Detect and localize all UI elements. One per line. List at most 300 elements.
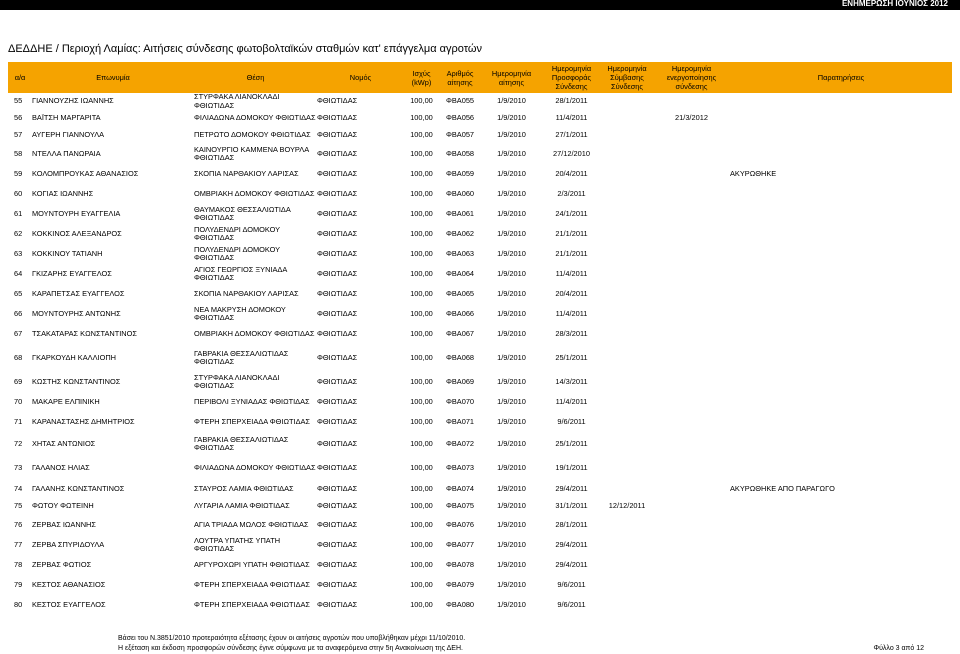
- cell-app-number: ΦΒΑ070: [445, 396, 475, 406]
- cell-activation-date: [653, 127, 730, 144]
- cell-app-date: 1/9/2010: [497, 308, 526, 318]
- cell-notes: [730, 204, 952, 224]
- cell-activation-date: [653, 432, 730, 456]
- cell-offer-date: 11/4/2011: [555, 113, 588, 123]
- cell-prefecture: ΦΘΙΩΤΙΔΑΣ: [317, 113, 358, 123]
- cell-activation-date: [653, 498, 730, 515]
- cell-prefecture: ΦΘΙΩΤΙΔΑΣ: [317, 288, 358, 298]
- cell-name: ΖΕΡΒΑΣ ΦΩΤΙΟΣ: [32, 559, 92, 569]
- cell-app-date: 1/9/2010: [497, 113, 526, 123]
- cell-prefecture: ΦΘΙΩΤΙΔΑΣ: [317, 268, 358, 278]
- cell-aa: 73: [14, 463, 23, 473]
- cell-app-date: 1/9/2010: [497, 328, 526, 338]
- cell-activation-date: [653, 392, 730, 412]
- cell-aa: 62: [14, 228, 23, 238]
- cell-prefecture: ΦΘΙΩΤΙΔΑΣ: [317, 96, 358, 106]
- cell-app-date: 1/9/2010: [497, 438, 526, 448]
- cell-app-number: ΦΒΑ058: [445, 148, 475, 158]
- cell-location: ΓΑΒΡΑΚΙΑ ΘΕΣΣΑΛΙΩΤΙΔΑΣ ΦΘΙΩΤΙΔΑΣ: [194, 434, 289, 452]
- cell-power: 100,00: [410, 559, 433, 569]
- cell-power: 100,00: [410, 416, 433, 426]
- cell-offer-date: 31/1/2011: [555, 501, 588, 511]
- cell-notes: [730, 110, 952, 127]
- cell-offer-date: 9/6/2011: [557, 416, 586, 426]
- cell-aa: 79: [14, 579, 23, 589]
- cell-app-date: 1/9/2010: [497, 416, 526, 426]
- cell-offer-date: 19/1/2011: [555, 463, 588, 473]
- cell-offer-date: 14/3/2011: [555, 376, 588, 386]
- cell-power: 100,00: [410, 96, 433, 106]
- cell-notes: [730, 595, 952, 615]
- cell-prefecture: ΦΘΙΩΤΙΔΑΣ: [317, 188, 358, 198]
- cell-name: ΚΟΛΟΜΠΡΟΥΚΑΣ ΑΘΑΝΑΣΙΟΣ: [32, 168, 139, 178]
- cell-activation-date: [653, 456, 730, 481]
- cell-notes: [730, 324, 952, 344]
- cell-location: ΘΑΥΜΑΚΟΣ ΘΕΣΣΑΛΙΩΤΙΔΑ ΦΘΙΩΤΙΔΑΣ: [194, 204, 291, 222]
- col-header-power: Ισχύς (kWp): [404, 62, 439, 93]
- table-row: [8, 372, 952, 392]
- cell-offer-date: 27/1/2011: [555, 130, 588, 140]
- table-row: [8, 498, 952, 515]
- cell-name: ΧΗΤΑΣ ΑΝΤΩΝΙΟΣ: [32, 438, 96, 448]
- cell-activation-date: [653, 244, 730, 264]
- cell-app-number: ΦΒΑ069: [445, 376, 475, 386]
- cell-app-date: 1/9/2010: [497, 288, 526, 298]
- cell-app-number: ΦΒΑ059: [445, 168, 475, 178]
- cell-notes: [730, 184, 952, 204]
- cell-name: ΓΚΙΖΑΡΗΣ ΕΥΑΓΓΕΛΟΣ: [32, 268, 112, 278]
- cell-contract-date: [601, 127, 653, 144]
- cell-prefecture: ΦΘΙΩΤΙΔΑΣ: [317, 579, 358, 589]
- cell-power: 100,00: [410, 484, 433, 494]
- cell-location: ΠΕΤΡΩΤΟ ΔΟΜΟΚΟΥ ΦΘΙΩΤΙΔΑΣ: [194, 130, 311, 140]
- cell-offer-date: 9/6/2011: [557, 599, 586, 609]
- cell-power: 100,00: [410, 501, 433, 511]
- cell-location: ΛΟΥΤΡΑ ΥΠΑΤΗΣ ΥΠΑΤΗ ΦΘΙΩΤΙΔΑΣ: [194, 535, 281, 553]
- cell-name: ΜΟΥΝΤΟΥΡΗ ΕΥΑΓΓΕΛΙΑ: [32, 208, 121, 218]
- cell-aa: 60: [14, 188, 23, 198]
- footer-note-1: Βάσει του Ν.3851/2010 προτεραιότητα εξέτασης έχουν οι αιτήσεις αγροτών που υποβλήθηκαν μέχρι 11/10/2010.: [118, 635, 466, 642]
- cell-name: ΚΩΣΤΗΣ ΚΩΝΣΤΑΝΤΙΝΟΣ: [32, 376, 121, 386]
- cell-app-date: 1/9/2010: [497, 96, 526, 106]
- table-row: [8, 164, 952, 184]
- cell-prefecture: ΦΘΙΩΤΙΔΑΣ: [317, 208, 358, 218]
- cell-app-date: 1/9/2010: [497, 463, 526, 473]
- cell-activation-date: [653, 595, 730, 615]
- cell-name: ΖΕΡΒΑ ΣΠΥΡΙΔΟΥΛΑ: [32, 539, 105, 549]
- page-title: ΔΕΔΔΗΕ / Περιοχή Λαμίας: Αιτήσεις σύνδεσης φωτοβολταϊκών σταθμών κατ' επάγγελμα αγροτών: [8, 43, 483, 55]
- col-header-location: Θέση: [194, 62, 317, 93]
- col-header-app-number: Αριθμός αίτησης: [439, 62, 481, 93]
- col-header-contract-date: Ημερομηνία Σύμβασης Σύνδεσης: [601, 62, 653, 93]
- cell-aa: 76: [14, 519, 23, 529]
- cell-notes: [730, 372, 952, 392]
- header-band: [0, 0, 960, 10]
- table-row: [8, 264, 952, 284]
- cell-contract-date: [601, 575, 653, 595]
- cell-location: ΣΚΟΠΙΑ ΝΑΡΘΑΚΙΟΥ ΛΑΡΙΣΑΣ: [194, 288, 299, 298]
- cell-notes: [730, 412, 952, 432]
- cell-contract-date: [601, 224, 653, 244]
- cell-activation-date: [653, 412, 730, 432]
- cell-aa: 55: [14, 96, 23, 106]
- cell-name: ΚΕΣΤΟΣ ΑΘΑΝΑΣΙΟΣ: [32, 579, 106, 589]
- table-row: [8, 110, 952, 127]
- cell-contract-date: [601, 515, 653, 535]
- cell-offer-date: 21/1/2011: [555, 228, 588, 238]
- applications-table: [8, 62, 952, 615]
- cell-prefecture: ΦΘΙΩΤΙΔΑΣ: [317, 148, 358, 158]
- cell-aa: 69: [14, 376, 23, 386]
- cell-app-date: 1/9/2010: [497, 168, 526, 178]
- cell-prefecture: ΦΘΙΩΤΙΔΑΣ: [317, 519, 358, 529]
- cell-contract-date: [601, 481, 653, 498]
- cell-contract-date: [601, 372, 653, 392]
- cell-app-date: 1/9/2010: [497, 501, 526, 511]
- col-header-name: Επωνυμία: [32, 62, 194, 93]
- cell-aa: 63: [14, 248, 23, 258]
- cell-power: 100,00: [410, 463, 433, 473]
- cell-app-date: 1/9/2010: [497, 248, 526, 258]
- cell-contract-date: [601, 110, 653, 127]
- cell-contract-date: [601, 184, 653, 204]
- cell-app-date: 1/9/2010: [497, 352, 526, 362]
- table-row: [8, 412, 952, 432]
- cell-power: 100,00: [410, 376, 433, 386]
- cell-app-number: ΦΒΑ076: [445, 519, 475, 529]
- cell-name: ΦΩΤΟΥ ΦΩΤΕΙΝΗ: [32, 501, 94, 511]
- cell-aa: 77: [14, 539, 23, 549]
- table-row: [8, 344, 952, 372]
- cell-app-date: 1/9/2010: [497, 484, 526, 494]
- cell-contract-date: [601, 432, 653, 456]
- cell-location: ΣΤΥΡΦΑΚΑ ΛΙΑΝΟΚΛΑΔΙ ΦΘΙΩΤΙΔΑΣ: [194, 93, 280, 110]
- cell-contract-date: [601, 344, 653, 372]
- cell-location: ΣΤΥΡΦΑΚΑ ΛΙΑΝΟΚΛΑΔΙ ΦΘΙΩΤΙΔΑΣ: [194, 372, 280, 390]
- cell-location: ΦΤΕΡΗ ΣΠΕΡΧΕΙΑΔΑ ΦΘΙΩΤΙΔΑΣ: [194, 599, 311, 609]
- col-header-prefecture: Νομός: [317, 62, 404, 93]
- cell-app-number: ΦΒΑ079: [445, 579, 475, 589]
- cell-prefecture: ΦΘΙΩΤΙΔΑΣ: [317, 308, 358, 318]
- cell-activation-date: [653, 324, 730, 344]
- cell-contract-date: [601, 555, 653, 575]
- cell-name: ΖΕΡΒΑΣ ΙΩΑΝΝΗΣ: [32, 519, 96, 529]
- cell-aa: 75: [14, 501, 23, 511]
- cell-app-date: 1/9/2010: [497, 559, 526, 569]
- cell-app-number: ΦΒΑ067: [445, 328, 475, 338]
- cell-activation-date: [653, 264, 730, 284]
- cell-app-date: 1/9/2010: [497, 539, 526, 549]
- cell-offer-date: 11/4/2011: [555, 396, 588, 406]
- cell-name: ΚΟΚΚΙΝΟΣ ΑΛΕΞΑΝΔΡΟΣ: [32, 228, 122, 238]
- cell-offer-date: 20/4/2011: [555, 168, 588, 178]
- cell-prefecture: ΦΘΙΩΤΙΔΑΣ: [317, 599, 358, 609]
- cell-app-number: ΦΒΑ066: [445, 308, 475, 318]
- cell-app-number: ΦΒΑ062: [445, 228, 475, 238]
- cell-aa: 74: [14, 484, 23, 494]
- cell-power: 100,00: [410, 288, 433, 298]
- cell-power: 100,00: [410, 248, 433, 258]
- cell-app-number: ΦΒΑ060: [445, 188, 475, 198]
- cell-offer-date: 29/4/2011: [555, 484, 588, 494]
- cell-name: ΚΕΣΤΟΣ ΕΥΑΓΓΕΛΟΣ: [32, 599, 106, 609]
- cell-notes: ΑΚΥΡΩΘΗΚΕ ΑΠΟ ΠΑΡΑΓΩΓΟ: [730, 484, 835, 494]
- cell-activation-date: [653, 515, 730, 535]
- cell-offer-date: 11/4/2011: [555, 308, 588, 318]
- cell-activation-date: [653, 93, 730, 110]
- table-header-row: [8, 62, 952, 93]
- cell-notes: [730, 284, 952, 304]
- cell-app-number: ΦΒΑ071: [445, 416, 475, 426]
- cell-contract-date: [601, 93, 653, 110]
- cell-name: ΚΑΡΑΝΑΣΤΑΣΗΣ ΔΗΜΗΤΡΙΟΣ: [32, 416, 135, 426]
- cell-location: ΓΑΒΡΑΚΙΑ ΘΕΣΣΑΛΙΩΤΙΔΑΣ ΦΘΙΩΤΙΔΑΣ: [194, 348, 289, 366]
- col-header-notes: Παρατηρήσεις: [730, 62, 952, 93]
- cell-contract-date: [601, 304, 653, 324]
- cell-contract-date: [601, 595, 653, 615]
- cell-power: 100,00: [410, 352, 433, 362]
- cell-contract-date: [601, 392, 653, 412]
- cell-location: ΣΚΟΠΙΑ ΝΑΡΘΑΚΙΟΥ ΛΑΡΙΣΑΣ: [194, 168, 299, 178]
- cell-app-date: 1/9/2010: [497, 208, 526, 218]
- cell-aa: 68: [14, 352, 23, 362]
- cell-app-number: ΦΒΑ078: [445, 559, 475, 569]
- cell-offer-date: 28/3/2011: [555, 328, 588, 338]
- cell-contract-date: [601, 324, 653, 344]
- cell-location: ΦΙΛΙΑΔΩΝΑ ΔΟΜΟΚΟΥ ΦΘΙΩΤΙΔΑΣ: [194, 463, 316, 473]
- cell-app-date: 1/9/2010: [497, 130, 526, 140]
- col-header-app-date: Ημερομηνία αίτησης: [481, 62, 542, 93]
- cell-notes: [730, 304, 952, 324]
- cell-location: ΑΡΓΥΡΟΧΩΡΙ ΥΠΑΤΗ ΦΘΙΩΤΙΔΑΣ: [194, 559, 310, 569]
- cell-location: ΣΤΑΥΡΟΣ ΛΑΜΙΑ ΦΘΙΩΤΙΔΑΣ: [194, 484, 294, 494]
- cell-contract-date: 12/12/2011: [608, 501, 646, 511]
- cell-location: ΦΙΛΙΑΔΩΝΑ ΔΟΜΟΚΟΥ ΦΘΙΩΤΙΔΑΣ: [194, 113, 316, 123]
- cell-location: ΛΥΓΑΡΙΑ ΛΑΜΙΑ ΦΘΙΩΤΙΔΑΣ: [194, 501, 290, 511]
- cell-aa: 65: [14, 288, 23, 298]
- cell-prefecture: ΦΘΙΩΤΙΔΑΣ: [317, 484, 358, 494]
- cell-app-date: 1/9/2010: [497, 376, 526, 386]
- cell-name: ΚΟΚΚΙΝΟΥ ΤΑΤΙΑΝΗ: [32, 248, 103, 258]
- cell-power: 100,00: [410, 519, 433, 529]
- cell-contract-date: [601, 204, 653, 224]
- cell-app-number: ΦΒΑ075: [445, 501, 475, 511]
- table-row: [8, 392, 952, 412]
- table-row: [8, 184, 952, 204]
- cell-activation-date: [653, 284, 730, 304]
- cell-notes: [730, 264, 952, 284]
- cell-name: ΓΚΑΡΚΟΥΔΗ ΚΑΛΛΙΟΠΗ: [32, 352, 116, 362]
- cell-activation-date: [653, 224, 730, 244]
- cell-aa: 71: [14, 416, 23, 426]
- cell-prefecture: ΦΘΙΩΤΙΔΑΣ: [317, 228, 358, 238]
- cell-app-date: 1/9/2010: [497, 268, 526, 278]
- cell-notes: [730, 535, 952, 555]
- cell-prefecture: ΦΘΙΩΤΙΔΑΣ: [317, 416, 358, 426]
- cell-notes: [730, 144, 952, 164]
- cell-prefecture: ΦΘΙΩΤΙΔΑΣ: [317, 501, 358, 511]
- cell-prefecture: ΦΘΙΩΤΙΔΑΣ: [317, 559, 358, 569]
- cell-power: 100,00: [410, 328, 433, 338]
- cell-aa: 66: [14, 308, 23, 318]
- table-row: [8, 304, 952, 324]
- cell-prefecture: ΦΘΙΩΤΙΔΑΣ: [317, 396, 358, 406]
- cell-prefecture: ΦΘΙΩΤΙΔΑΣ: [317, 168, 358, 178]
- cell-aa: 67: [14, 328, 23, 338]
- cell-aa: 72: [14, 438, 23, 448]
- cell-power: 100,00: [410, 148, 433, 158]
- table-row: [8, 127, 952, 144]
- cell-location: ΦΤΕΡΗ ΣΠΕΡΧΕΙΑΔΑ ΦΘΙΩΤΙΔΑΣ: [194, 579, 311, 589]
- cell-app-number: ΦΒΑ061: [445, 208, 475, 218]
- table-row: [8, 244, 952, 264]
- cell-offer-date: 25/1/2011: [555, 352, 588, 362]
- cell-app-date: 1/9/2010: [497, 188, 526, 198]
- cell-app-number: ΦΒΑ077: [445, 539, 475, 549]
- cell-aa: 70: [14, 396, 23, 406]
- cell-activation-date: [653, 204, 730, 224]
- cell-power: 100,00: [410, 228, 433, 238]
- cell-offer-date: 27/12/2010: [553, 148, 590, 158]
- cell-notes: [730, 575, 952, 595]
- cell-app-number: ΦΒΑ073: [445, 463, 475, 473]
- table-row: [8, 535, 952, 555]
- cell-power: 100,00: [410, 539, 433, 549]
- cell-name: ΝΤΕΛΛΑ ΠΑΝΩΡΑΙΑ: [32, 148, 101, 158]
- cell-app-number: ΦΒΑ068: [445, 352, 475, 362]
- cell-location: ΑΓΙΟΣ ΓΕΩΡΓΙΟΣ ΞΥΝΙΑΔΑ ΦΘΙΩΤΙΔΑΣ: [194, 264, 287, 282]
- cell-power: 100,00: [410, 396, 433, 406]
- cell-app-date: 1/9/2010: [497, 519, 526, 529]
- cell-offer-date: 28/1/2011: [555, 519, 588, 529]
- cell-offer-date: 9/6/2011: [557, 579, 586, 589]
- cell-prefecture: ΦΘΙΩΤΙΔΑΣ: [317, 352, 358, 362]
- cell-power: 100,00: [410, 208, 433, 218]
- table-row: [8, 284, 952, 304]
- cell-location: ΚΑΙΝΟΥΡΓΙΟ ΚΑΜΜΕΝΑ ΒΟΥΡΛΑ ΦΘΙΩΤΙΔΑΣ: [194, 144, 309, 162]
- cell-aa: 80: [14, 599, 23, 609]
- table-row: [8, 555, 952, 575]
- table-row: [8, 575, 952, 595]
- table-row: [8, 144, 952, 164]
- cell-name: ΒΑΪΤΣΗ ΜΑΡΓΑΡΙΤΑ: [32, 113, 101, 123]
- cell-contract-date: [601, 412, 653, 432]
- cell-app-number: ΦΒΑ063: [445, 248, 475, 258]
- cell-power: 100,00: [410, 579, 433, 589]
- cell-prefecture: ΦΘΙΩΤΙΔΑΣ: [317, 328, 358, 338]
- footer-note-2: Η εξέταση και έκδοση προσφορών σύνδεσης έγινε σύμφωνα με τα αναφερόμενα στην 5η Ανακοίνωση της ΔΕΗ.: [118, 645, 463, 652]
- cell-notes: [730, 344, 952, 372]
- cell-aa: 57: [14, 130, 23, 140]
- sheet-number: Φύλλο 3 από 12: [873, 645, 924, 652]
- cell-app-number: ΦΒΑ080: [445, 599, 475, 609]
- cell-offer-date: 11/4/2011: [555, 268, 588, 278]
- cell-name: ΓΑΛΑΝΟΣ ΗΛΙΑΣ: [32, 463, 90, 473]
- cell-location: ΠΕΡΙΒΟΛΙ ΞΥΝΙΑΔΑΣ ΦΘΙΩΤΙΔΑΣ: [194, 396, 310, 406]
- table-row: [8, 432, 952, 456]
- cell-contract-date: [601, 284, 653, 304]
- cell-location: ΟΜΒΡΙΑΚΗ ΔΟΜΟΚΟΥ ΦΘΙΩΤΙΔΑΣ: [194, 188, 315, 198]
- cell-prefecture: ΦΘΙΩΤΙΔΑΣ: [317, 438, 358, 448]
- cell-name: ΑΥΓΕΡΗ ΓΙΑΝΝΟΥΛΑ: [32, 130, 105, 140]
- cell-contract-date: [601, 164, 653, 184]
- cell-app-number: ΦΒΑ055: [445, 96, 475, 106]
- cell-prefecture: ΦΘΙΩΤΙΔΑΣ: [317, 539, 358, 549]
- cell-location: ΑΓΙΑ ΤΡΙΑΔΑ ΜΩΛΟΣ ΦΘΙΩΤΙΔΑΣ: [194, 519, 309, 529]
- cell-app-date: 1/9/2010: [497, 148, 526, 158]
- table-row: [8, 324, 952, 344]
- cell-app-date: 1/9/2010: [497, 228, 526, 238]
- cell-app-date: 1/9/2010: [497, 599, 526, 609]
- cell-power: 100,00: [410, 308, 433, 318]
- cell-notes: [730, 127, 952, 144]
- update-label: ΕΝΗΜΕΡΩΣΗ ΙΟΥΝΙΟΣ 2012: [841, 0, 948, 8]
- cell-notes: [730, 498, 952, 515]
- cell-app-number: ΦΒΑ074: [445, 484, 475, 494]
- cell-location: ΟΜΒΡΙΑΚΗ ΔΟΜΟΚΟΥ ΦΘΙΩΤΙΔΑΣ: [194, 328, 315, 338]
- cell-aa: 58: [14, 148, 23, 158]
- cell-power: 100,00: [410, 268, 433, 278]
- cell-activation-date: [653, 575, 730, 595]
- col-header-aa: α/α: [8, 62, 32, 93]
- table-row: [8, 595, 952, 615]
- cell-power: 100,00: [410, 113, 433, 123]
- cell-name: ΓΙΑΝΝΟΥΖΗΣ ΙΩΑΝΝΗΣ: [32, 96, 114, 106]
- cell-app-date: 1/9/2010: [497, 396, 526, 406]
- cell-app-number: ΦΒΑ065: [445, 288, 475, 298]
- cell-offer-date: 21/1/2011: [555, 248, 588, 258]
- cell-prefecture: ΦΘΙΩΤΙΔΑΣ: [317, 130, 358, 140]
- table-row: [8, 204, 952, 224]
- cell-activation-date: [653, 184, 730, 204]
- cell-offer-date: 20/4/2011: [555, 288, 588, 298]
- cell-offer-date: 29/4/2011: [555, 559, 588, 569]
- cell-aa: 61: [14, 208, 23, 218]
- cell-notes: [730, 515, 952, 535]
- cell-name: ΤΣΑΚΑΤΑΡΑΣ ΚΩΝΣΤΑΝΤΙΝΟΣ: [32, 328, 137, 338]
- cell-name: ΜΑΚΑΡΕ ΕΛΠΙΝΙΚΗ: [32, 396, 100, 406]
- cell-power: 100,00: [410, 168, 433, 178]
- cell-name: ΓΑΛΑΝΗΣ ΚΩΝΣΤΑΝΤΙΝΟΣ: [32, 484, 125, 494]
- cell-activation-date: 21/3/2012: [675, 113, 708, 123]
- cell-activation-date: [653, 344, 730, 372]
- col-header-offer-date: Ημερομηνία Προσφοράς Σύνδεσης: [542, 62, 601, 93]
- table-row: [8, 515, 952, 535]
- cell-offer-date: 25/1/2011: [555, 438, 588, 448]
- cell-activation-date: [653, 144, 730, 164]
- cell-app-number: ΦΒΑ056: [445, 113, 475, 123]
- cell-location: ΦΤΕΡΗ ΣΠΕΡΧΕΙΑΔΑ ΦΘΙΩΤΙΔΑΣ: [194, 416, 311, 426]
- cell-prefecture: ΦΘΙΩΤΙΔΑΣ: [317, 463, 358, 473]
- cell-activation-date: [653, 535, 730, 555]
- cell-power: 100,00: [410, 130, 433, 140]
- cell-location: ΠΟΛΥΔΕΝΔΡΙ ΔΟΜΟΚΟΥ ΦΘΙΩΤΙΔΑΣ: [194, 224, 280, 242]
- cell-notes: [730, 244, 952, 264]
- table-row: [8, 224, 952, 244]
- cell-power: 100,00: [410, 599, 433, 609]
- cell-activation-date: [653, 164, 730, 184]
- cell-contract-date: [601, 456, 653, 481]
- col-header-activation-date: Ημερομηνία ενεργοποίησης σύνδεσης: [653, 62, 730, 93]
- cell-offer-date: 2/3/2011: [557, 188, 586, 198]
- table-row: [8, 456, 952, 481]
- cell-activation-date: [653, 372, 730, 392]
- cell-contract-date: [601, 264, 653, 284]
- cell-contract-date: [601, 535, 653, 555]
- cell-aa: 64: [14, 268, 23, 278]
- cell-notes: [730, 555, 952, 575]
- cell-prefecture: ΦΘΙΩΤΙΔΑΣ: [317, 248, 358, 258]
